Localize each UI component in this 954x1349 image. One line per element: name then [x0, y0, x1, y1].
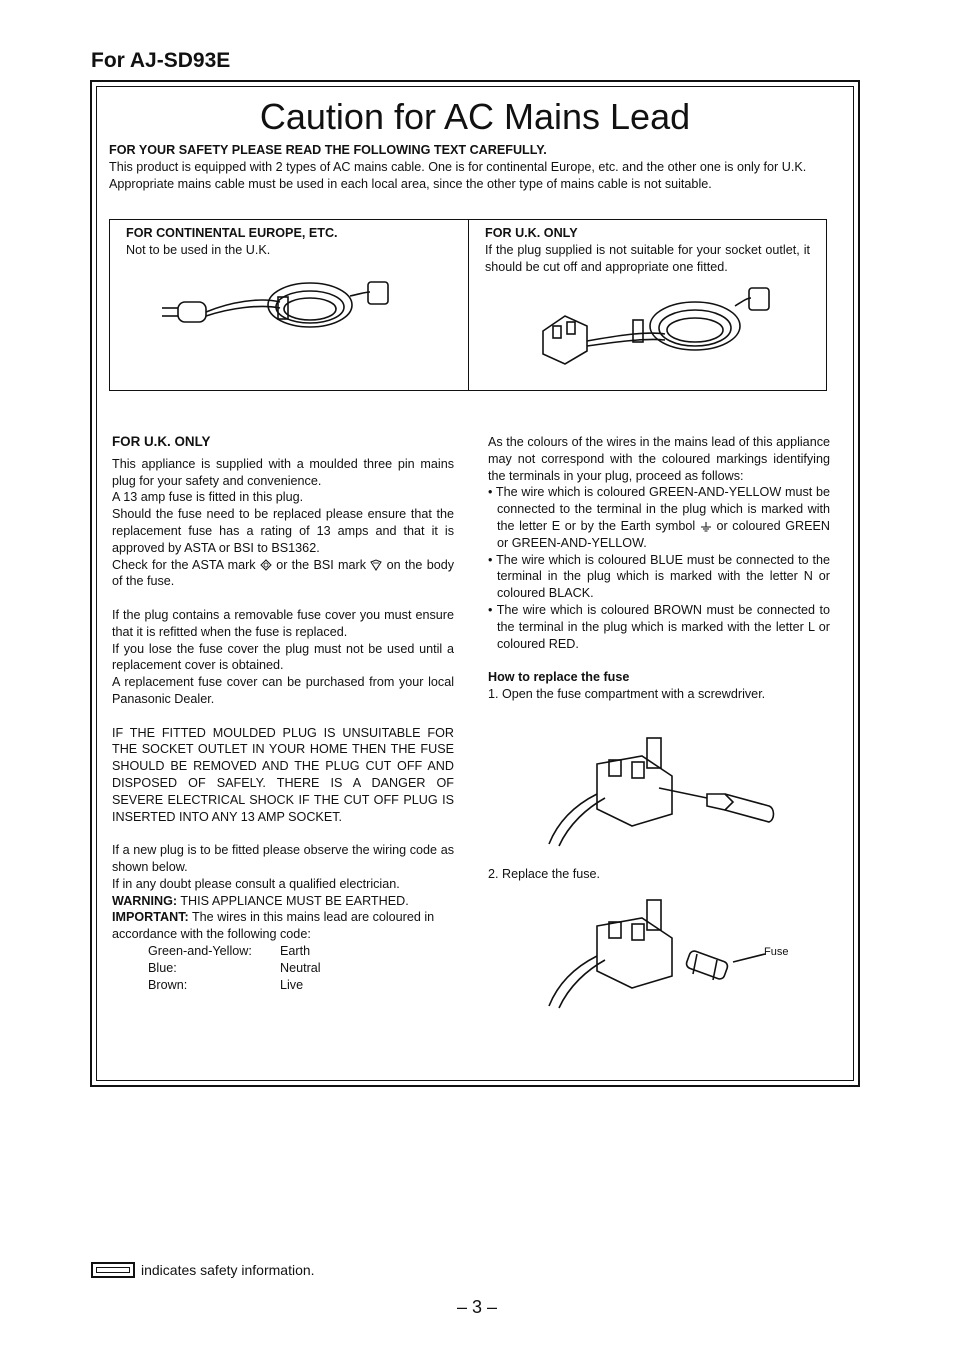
- safety-legend-text: indicates safety information.: [141, 1262, 315, 1278]
- fuse-replace-heading: How to replace the fuse: [488, 670, 630, 685]
- fuse-step-1: 1. Open the fuse compartment with a screwdriver.: [488, 686, 766, 701]
- green-yellow-text-end: or coloured GREEN or GREEN-AND-YELLOW.: [497, 518, 831, 550]
- wire-code-row: [112, 960, 454, 977]
- intro-section: [109, 142, 831, 192]
- blue-bullet: • The wire which is coloured BLUE must be connected to the terminal in the plug which is marked with the letter N or coloured BLACK.: [488, 552, 830, 601]
- caution-frame: [90, 80, 860, 1087]
- table-divider: [468, 220, 469, 390]
- uk-paragraph-4: [112, 557, 454, 591]
- wire-meaning: Live: [280, 977, 304, 992]
- important-text: The wires in this mains lead are coloured in accordance with the following code:: [112, 910, 435, 942]
- green-yellow-text: • The wire which is coloured GREEN-AND-YELLOW must be connected to the terminal in the plug which is marked with the letter E or by the Earth symbol: [488, 485, 830, 533]
- uk-paragraph-2: A 13 amp fuse is fitted in this plug.: [112, 490, 304, 505]
- warning-label: WARNING:: [112, 893, 178, 908]
- uk-paragraph-5: If the plug contains a removable fuse cover you must ensure that it is refitted when the fuse is replaced.: [112, 607, 454, 639]
- uk-paragraph-3: Should the fuse need to be replaced please ensure that the replacement fuse has a rating of 13 amps and that it is approved by ASTA or BSI to BS1362.: [112, 507, 454, 555]
- wire-colour: Brown:: [148, 977, 188, 992]
- uk-paragraph-7: A replacement fuse cover can be purchased from your local Panasonic Dealer.: [112, 675, 454, 706]
- uk-cable-text: If the plug supplied is not suitable for your socket outlet, it should be cut off and appropriate one fitted.: [485, 243, 810, 274]
- uk-cable-illustration: [535, 286, 770, 371]
- page-title: Caution for AC Mains Lead: [259, 96, 691, 137]
- uk-paragraph-1: This appliance is supplied with a moulded three pin mains plug for your safety and convenience.: [112, 456, 454, 488]
- plug-screwdriver-illustration: [547, 734, 777, 849]
- uk-paragraph-10: If in any doubt please consult a qualified electrician.: [112, 876, 400, 891]
- fuse-step-2: 2. Replace the fuse.: [488, 867, 601, 881]
- brown-bullet: • The wire which is coloured BROWN must be connected to the terminal in the plug which is marked with the letter L or coloured RED.: [488, 602, 830, 651]
- plug-fuse-illustration: [547, 896, 777, 1011]
- bsi-text: or the BSI mark: [276, 557, 367, 572]
- cable-type-table: [109, 219, 827, 391]
- wire-colour: Green-and-Yellow:: [148, 943, 252, 958]
- page-number: – 3 –: [456, 1297, 498, 1317]
- uk-paragraph-6: If you lose the fuse cover the plug must not be used until a replacement cover is obtained.: [112, 641, 454, 673]
- green-yellow-bullet: [488, 484, 830, 551]
- uk-only-heading: FOR U.K. ONLY: [112, 434, 211, 449]
- fuse-step-2-wrap: [488, 866, 830, 883]
- uk-danger-paragraph: IF THE FITTED MOULDED PLUG IS UNSUITABLE FOR THE SOCKET OUTLET IN YOUR HOME THEN THE FUSE SHOULD BE REMOVED AND THE PLUG CUT OFF AND DISPOSED OF SAFELY. THERE IS A DANGER OF SEVERE ELECTRICAL SHOCK IF THE CUT OFF PLUG IS INSERTED INTO ANY 13 AMP SOCKET.: [112, 725, 454, 824]
- wire-meaning: Earth: [280, 943, 311, 958]
- uk-cable-heading: FOR U.K. ONLY: [485, 226, 578, 240]
- uk-instructions-column: [112, 434, 454, 993]
- fuse-label: Fuse: [764, 946, 789, 958]
- important-label: IMPORTANT:: [112, 910, 189, 925]
- warning-text: THIS APPLIANCE MUST BE EARTHED.: [177, 893, 409, 908]
- bsi-kitemark-icon: [370, 559, 382, 571]
- model-heading: For AJ-SD93E: [91, 49, 231, 72]
- continental-heading: FOR CONTINENTAL EUROPE, ETC.: [126, 226, 338, 240]
- asta-mark-icon: [260, 559, 272, 571]
- wire-code-row: [112, 977, 454, 994]
- safety-box-icon: [91, 1262, 135, 1278]
- continental-cable-illustration: [160, 272, 390, 347]
- safety-legend: [91, 1262, 315, 1278]
- intro-lead: FOR YOUR SAFETY PLEASE READ THE FOLLOWING TEXT CAREFULLY.: [109, 143, 547, 157]
- intro-paragraph-2: Appropriate mains cable must be used in each local area, since the other type of mains cable is not suitable.: [109, 176, 712, 191]
- intro-paragraph-1: This product is equipped with 2 types of AC mains cable. One is for continental Europe, etc. and the other one is only for U.K.: [109, 159, 807, 174]
- uk-paragraph-9: If a new plug is to be fitted please observe the wiring code as shown below.: [112, 843, 454, 874]
- fuse-body-text: on the body of the fuse.: [112, 557, 455, 589]
- important-line: [112, 909, 454, 943]
- wiring-column: [488, 434, 830, 703]
- wire-colour: Blue:: [148, 960, 177, 975]
- earth-symbol-icon: [700, 521, 712, 533]
- continental-text: Not to be used in the U.K.: [126, 243, 271, 257]
- asta-text: Check for the ASTA mark: [112, 557, 256, 572]
- wire-meaning: Neutral: [280, 960, 321, 975]
- wire-code-row: [112, 943, 454, 960]
- warning-line: [112, 893, 454, 910]
- wiring-intro: As the colours of the wires in the mains lead of this appliance may not correspond with the coloured markings identifying the terminals in your plug, proceed as follows:: [488, 435, 830, 483]
